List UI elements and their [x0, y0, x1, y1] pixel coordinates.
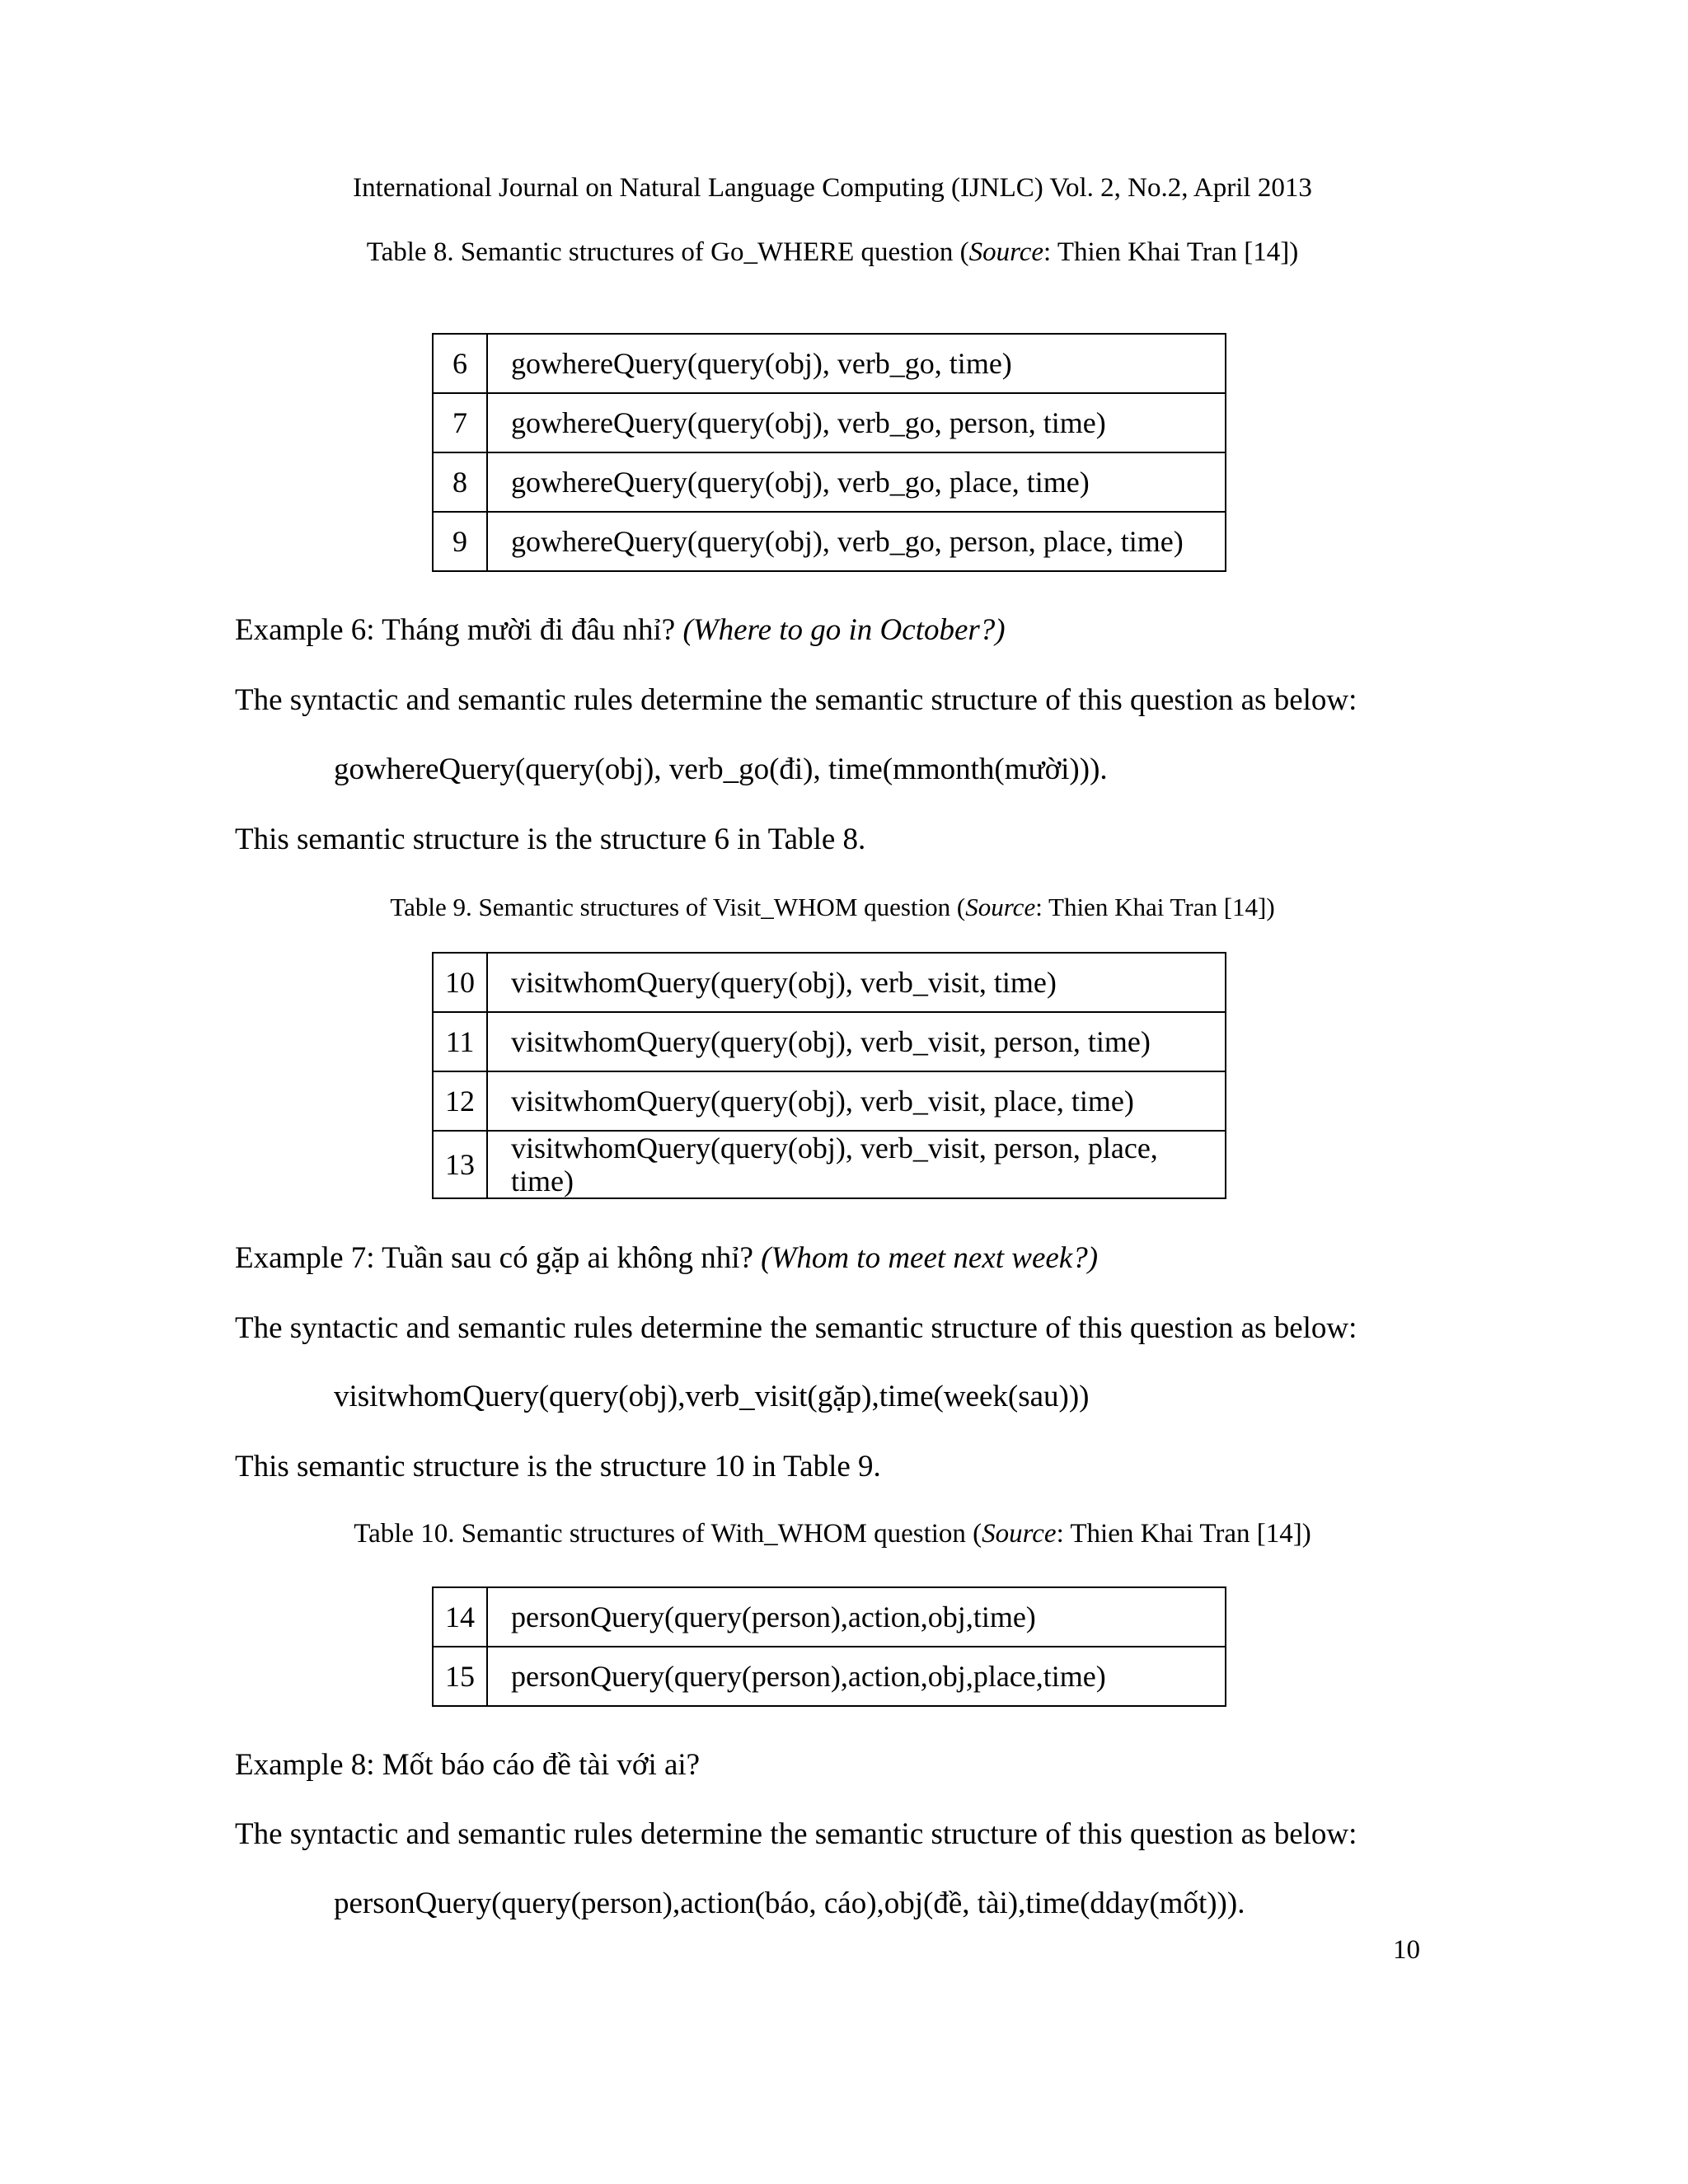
table10 — [432, 1586, 1226, 1707]
table-row: 9 gowhereQuery(query(obj), verb_go, person, place, time) — [433, 512, 1226, 571]
table8 — [432, 333, 1226, 572]
table-row: 15 personQuery(query(person),action,obj,place,time) — [433, 1647, 1226, 1706]
table-row: 11 visitwhomQuery(query(obj), verb_visit, person, time) — [433, 1012, 1226, 1071]
table-row: 13 visitwhomQuery(query(obj), verb_visit, person, place, time) — [433, 1131, 1226, 1198]
table-row: 8 gowhereQuery(query(obj), verb_go, place, time) — [433, 452, 1226, 512]
example8-text: Example 8: Mốt báo cáo đề tài với ai? — [235, 1748, 701, 1782]
table8-caption: Table 8. Semantic structures of Go_WHERE question (Source: Thien Khai Tran [14]) — [366, 237, 1299, 267]
example7-text: Example 7: Tuần sau có gặp ai không nhỉ? (Whom to meet next week?) — [235, 1241, 1099, 1275]
table-row: 7 gowhereQuery(query(obj), verb_go, person, time) — [433, 393, 1226, 452]
table-row: 14 personQuery(query(person),action,obj,time) — [433, 1587, 1226, 1647]
example6-rule-text: The syntactic and semantic rules determine the semantic structure of this question as below: — [235, 683, 1357, 717]
table9 — [432, 952, 1226, 1199]
example7-conclusion: This semantic structure is the structure 10 in Table 9. — [235, 1450, 881, 1483]
example6-structure: gowhereQuery(query(obj), verb_go(đi), time(mmonth(mười))). — [334, 752, 1108, 786]
table-row: 12 visitwhomQuery(query(obj), verb_visit, place, time) — [433, 1071, 1226, 1131]
example6-text: Example 6: Tháng mười đi đâu nhỉ? (Where to go in October?) — [235, 613, 1006, 647]
example8-rule-text: The syntactic and semantic rules determine the semantic structure of this question as below: — [235, 1817, 1357, 1851]
example8-structure: personQuery(query(person),action(báo, cáo),obj(đề, tài),time(dday(mốt))). — [334, 1886, 1245, 1920]
table-row: 6 gowhereQuery(query(obj), verb_go, time) — [433, 334, 1226, 393]
page-number: 10 — [1393, 1935, 1420, 1965]
journal-header: International Journal on Natural Language Computing (IJNLC) Vol. 2, No.2, April 2013 — [353, 173, 1312, 203]
table10-caption: Table 10. Semantic structures of With_WHOM question (Source: Thien Khai Tran [14]) — [354, 1519, 1311, 1549]
example7-rule-text: The syntactic and semantic rules determine the semantic structure of this question as below: — [235, 1311, 1357, 1345]
example7-structure: visitwhomQuery(query(obj),verb_visit(gặp),time(week(sau))) — [334, 1380, 1090, 1413]
table-row: 10 visitwhomQuery(query(obj), verb_visit, time) — [433, 953, 1226, 1012]
table9-caption: Table 9. Semantic structures of Visit_WHOM question (Source: Thien Khai Tran [14]) — [390, 893, 1275, 921]
example6-conclusion: This semantic structure is the structure 6 in Table 8. — [235, 823, 866, 856]
